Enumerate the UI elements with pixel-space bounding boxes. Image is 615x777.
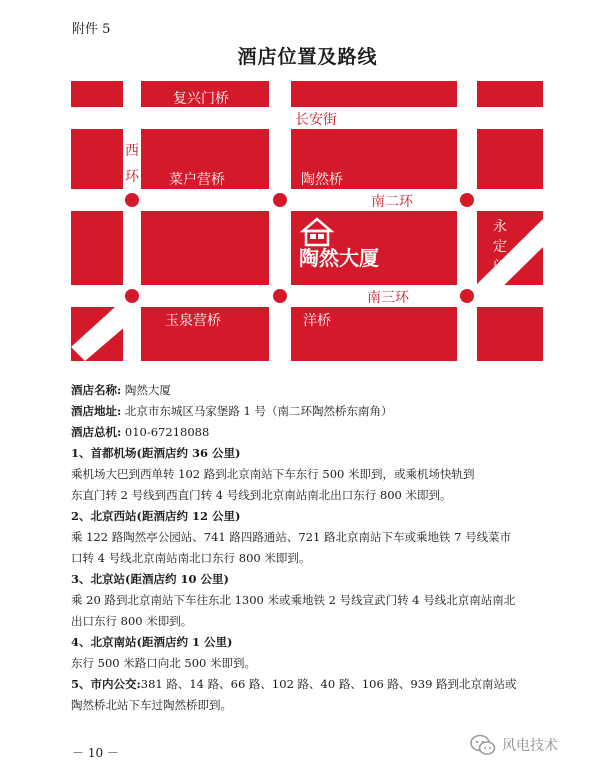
- hotel-phone-row: [71, 422, 561, 443]
- route-line: 东直门转 2 号线到西直门转 4 号线到北京南站南北出口东行 800 米即到。: [71, 488, 452, 502]
- route-line: 乘机场大巴到西单转 102 路到北京南站下车东行 500 米即到，或乘机场快轨到: [71, 467, 475, 481]
- label-changan-street: 长安街: [295, 112, 337, 128]
- label-yang-bridge: 洋桥: [303, 313, 331, 329]
- route-heading: 1、首都机场(距酒店约 36 公里): [71, 446, 241, 460]
- route-heading: 4、北京南站(距酒店约 1 公里): [71, 635, 233, 649]
- route-line: 口转 4 号线北京南站南北口东行 800 米即到。: [71, 551, 311, 565]
- bus-row: [71, 674, 561, 695]
- bridge-marker: [460, 193, 474, 207]
- route-heading: 2、北京西站(距酒店约 12 公里): [71, 509, 241, 523]
- label-hotel-name: 陶然大厦: [299, 246, 379, 270]
- route-heading: 3、北京站(距酒店约 10 公里): [71, 572, 229, 586]
- label-south-3rd-ring: 南三环: [367, 290, 409, 306]
- bus-line: 陶然桥北站下车过陶然桥即到。: [71, 698, 232, 712]
- route-line: 乘 122 路陶然亭公园站、741 路四路通站、721 路北京南站下车或乘地铁 7 号线菜市: [71, 530, 512, 544]
- attachment-number: 附件 5: [72, 22, 111, 37]
- label-yongdingmen-men: 门: [493, 259, 507, 275]
- label-taoran-bridge: 陶然桥: [301, 172, 343, 188]
- bridge-marker: [460, 289, 474, 303]
- hotel-address-value: 北京市东城区马家堡路 1 号（南二环陶然桥东南角）: [124, 404, 393, 418]
- road-center-vertical: [269, 81, 291, 361]
- hotel-name-value: 陶然大厦: [124, 383, 171, 397]
- watermark-text: 风电技术: [502, 738, 558, 754]
- page-title: 酒店位置及路线: [237, 46, 378, 68]
- bus-line: 381 路、14 路、66 路、102 路、40 路、106 路、939 路到北京南站或: [140, 677, 517, 691]
- label-yongdingmen-yong: 永: [493, 219, 507, 235]
- hotel-address-label: 酒店地址:: [71, 404, 122, 418]
- bridge-marker: [125, 289, 139, 303]
- route-line: 东行 500 米路口向北 500 米即到。: [71, 656, 257, 670]
- hotel-info-section: [71, 380, 561, 716]
- hotel-name-label: 酒店名称:: [71, 383, 122, 397]
- hotel-phone-value: 010-67218088: [124, 425, 210, 439]
- bridge-marker: [125, 193, 139, 207]
- label-yongdingmen-ding: 定: [493, 239, 507, 255]
- bridge-marker: [273, 193, 287, 207]
- page-number: － 10 －: [72, 746, 119, 760]
- bridge-marker: [273, 289, 287, 303]
- road-east-vertical: [457, 81, 477, 361]
- hotel-location-map: [71, 81, 543, 361]
- route-line: 乘 20 路到北京南站下车往东北 1300 米或乘地铁 2 号线宣武门转 4 号线北京南站南北: [71, 593, 516, 607]
- route-line: 出口东行 800 米即到。: [71, 614, 193, 628]
- label-south-2nd-ring: 南二环: [371, 194, 413, 210]
- hotel-phone-label: 酒店总机:: [71, 425, 122, 439]
- watermark: [470, 734, 558, 756]
- label-caihuying-bridge: 菜户营桥: [169, 172, 225, 188]
- hotel-name-row: [71, 380, 561, 401]
- label-west: 西: [125, 143, 139, 159]
- label-fuxingmen-bridge: 复兴门桥: [173, 91, 229, 107]
- label-second-ring-vertical: 环: [125, 169, 139, 185]
- hotel-address-row: [71, 401, 561, 422]
- label-yuquanying-bridge: 玉泉营桥: [165, 313, 221, 329]
- wechat-icon: [470, 734, 496, 756]
- label-yongdingmen-qiao: 桥: [493, 279, 507, 295]
- bus-heading: 5、市内公交:: [71, 677, 141, 691]
